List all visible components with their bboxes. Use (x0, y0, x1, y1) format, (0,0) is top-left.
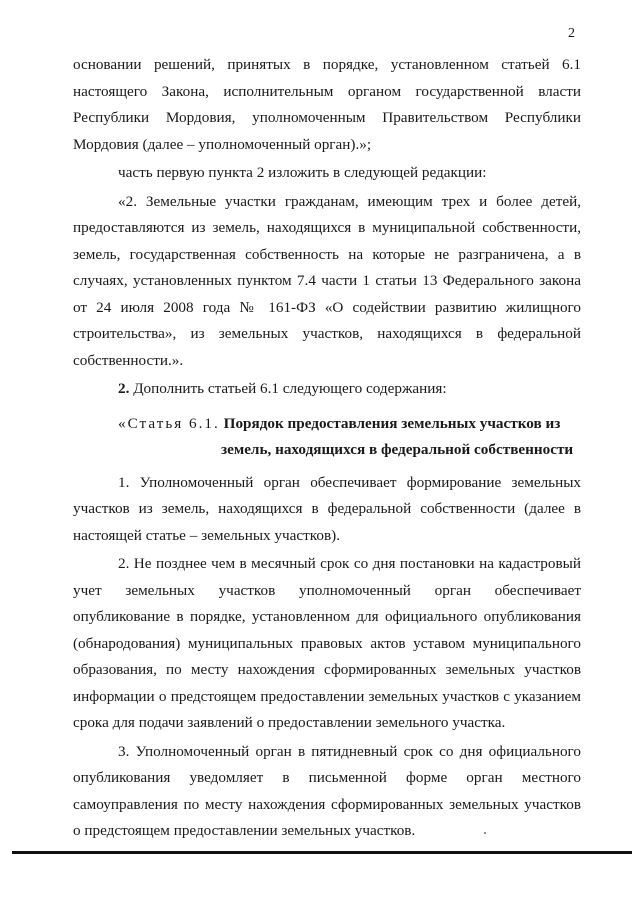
page-number: 2 (568, 26, 575, 41)
article-heading (73, 411, 581, 464)
paragraph-part-2 (73, 551, 581, 737)
bottom-rule (12, 851, 632, 854)
document-body (73, 52, 581, 845)
text-line: участков из земель, находящихся в федеральной собственности (далее в (73, 500, 581, 517)
text-line: информации о предстоящем предоставлении земельных участков с указанием (73, 687, 581, 705)
scan-speck (484, 832, 486, 834)
paragraph-continuation (73, 52, 581, 158)
text-line: земель, государственная собственность на которые не разграничена, а в (73, 245, 581, 263)
paragraph-clause-2 (73, 189, 581, 375)
text-line: самоуправления по месту нахождения сформированных земельных участков (73, 795, 581, 813)
text-line: срока для подачи заявлений о предоставлении земельного участка. (73, 714, 506, 731)
text-line: учет земельных участков уполномоченный орган обеспечивает (73, 581, 581, 599)
text-line: собственности.». (73, 351, 184, 369)
paragraph-part-1 (73, 470, 581, 550)
text-line: 1. Уполномоченный орган обеспечивает формирование земельных (118, 473, 581, 491)
text-line: опубликование в порядке, установленном для официального опубликования (73, 608, 581, 625)
article-title: Порядок предоставления земельных участков из (223, 414, 561, 432)
item-number: 2. (118, 380, 130, 397)
text-line: основании решений, принятых в порядке, установленном статьей 6.1 (73, 56, 581, 73)
article-prefix: «Статья 6.1. (118, 414, 220, 432)
text-line: от 24 июля 2008 года № 161-ФЗ «О содействии развитию жилищного (73, 298, 581, 316)
text-line: Республики Мордовия, уполномоченным Правительством Республики (73, 109, 581, 126)
text-line: образования, по месту нахождения сформированных земельных участков (73, 661, 581, 678)
text-line: настоящей статье – земельных участков). (73, 526, 340, 544)
text-line: часть первую пункта 2 изложить в следующей редакции: (118, 164, 487, 181)
paragraph-part-3 (73, 739, 581, 845)
text-line: случаях, установленных пунктом 7.4 части 1 статьи 13 Федерального закона (73, 272, 581, 289)
text-line: (обнародования) муниципальных правовых актов уставом муниципального (73, 634, 581, 652)
text-line: 3. Уполномоченный орган в пятидневный срок со дня официального (118, 742, 581, 760)
text-line: строительства», из земельных участков, находящихся в федеральной (73, 325, 581, 342)
text-line: предоставляются из земель, находящихся в муниципальной собственности, (73, 219, 581, 236)
text-line: настоящего Закона, исполнительным органом государственной власти (73, 82, 581, 100)
text-line: опубликования уведомляет в письменной форме орган местного (73, 769, 581, 786)
paragraph-amendment-intro (73, 160, 581, 187)
text-line: Мордовия (далее – уполномоченный орган).»; (73, 135, 372, 153)
text-line: 2. Не позднее чем в месячный срок со дня постановки на кадастровый (118, 555, 581, 572)
text-line: о предстоящем предоставлении земельных участков. (73, 822, 416, 839)
text-line (73, 376, 581, 403)
item-text: Дополнить статьей 6.1 следующего содержания: (133, 380, 447, 397)
paragraph-item-2 (73, 376, 581, 403)
article-title-continued: земель, находящихся в федеральной собственности (221, 441, 574, 458)
text-line: «2. Земельные участки гражданам, имеющим трех и более детей, (118, 192, 581, 210)
